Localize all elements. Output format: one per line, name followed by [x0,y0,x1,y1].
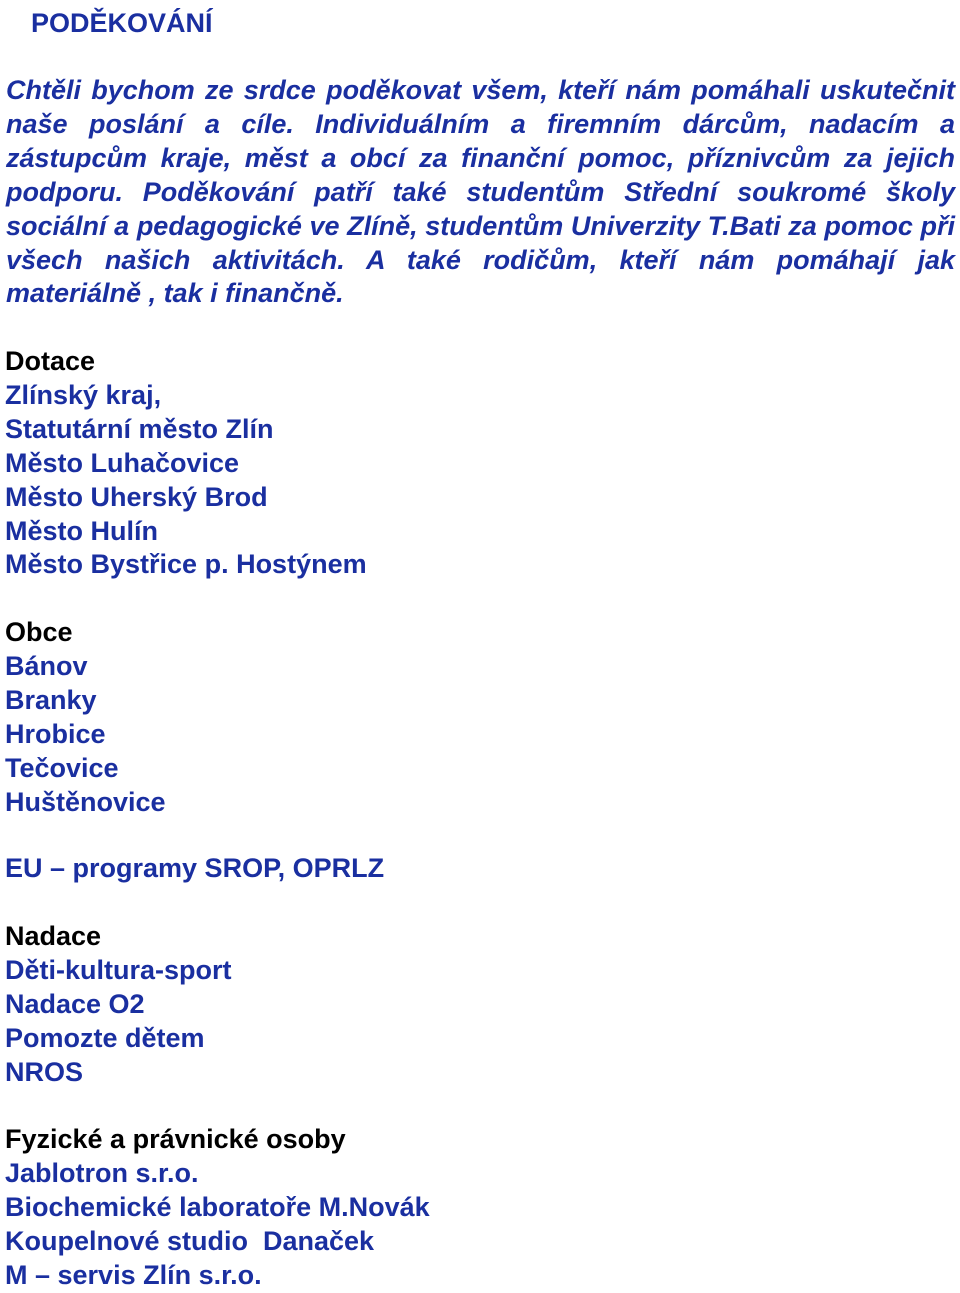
list-item: M – servis Zlín s.r.o. [5,1259,262,1290]
section-nadace [5,920,232,1090]
list-item: Město Uherský Brod [5,481,268,512]
list-item: Pomozte dětem [5,1022,205,1053]
list-item: Biochemické laboratoře M.Novák [5,1191,430,1222]
section-obce [5,616,166,819]
list-item: Koupelnové studio Danaček [5,1225,375,1256]
list-item: Zlínský kraj, [5,379,162,410]
list-item: Město Bystřice p. Hostýnem [5,549,367,580]
list-item: Město Hulín [5,515,158,546]
list-item: EU – programy SROP, OPRLZ [5,853,385,883]
list-item: Město Luhačovice [5,447,240,478]
list-item: Hrobice [5,718,106,749]
section-title: Nadace [5,921,102,951]
section-title: Obce [5,617,73,647]
list-item: Bánov [5,650,88,681]
section-title: Fyzické a právnické osoby [5,1124,346,1154]
section-dotace [5,345,367,582]
list-item: Branky [5,684,97,715]
section-eu-programy [5,852,384,886]
list-item: Děti-kultura-sport [5,954,232,985]
list-item: Huštěnovice [5,786,166,817]
list-item: NROS [5,1056,84,1087]
list-item: Statutární město Zlín [5,413,274,444]
list-item: Nadace O2 [5,988,145,1019]
section-fyzicke-pravnicke-osoby [5,1123,430,1293]
intro-paragraph: Chtěli bychom ze srdce poděkovat všem, kteří nám pomáhali uskutečnit naše poslání a cíle. Individuálním a firemním dárcům, nadacím a zástupcům kraje, měst a obcí za finanční pomoc, příznivcům za jejich podporu. Poděkování patří také studentům Střední soukromé školy sociální a pedagogické ve Zlíně, studentům Univerzity T.Bati za pomoc při všech našich aktivitách. A také rodičům, kteří nám pomáhají jak materiálně , tak i finančně. [6,75,955,309]
section-title: Dotace [5,346,96,376]
page-title: PODĚKOVÁNÍ [31,8,213,38]
list-item: Jablotron s.r.o. [5,1157,199,1188]
list-item: Tečovice [5,752,119,783]
